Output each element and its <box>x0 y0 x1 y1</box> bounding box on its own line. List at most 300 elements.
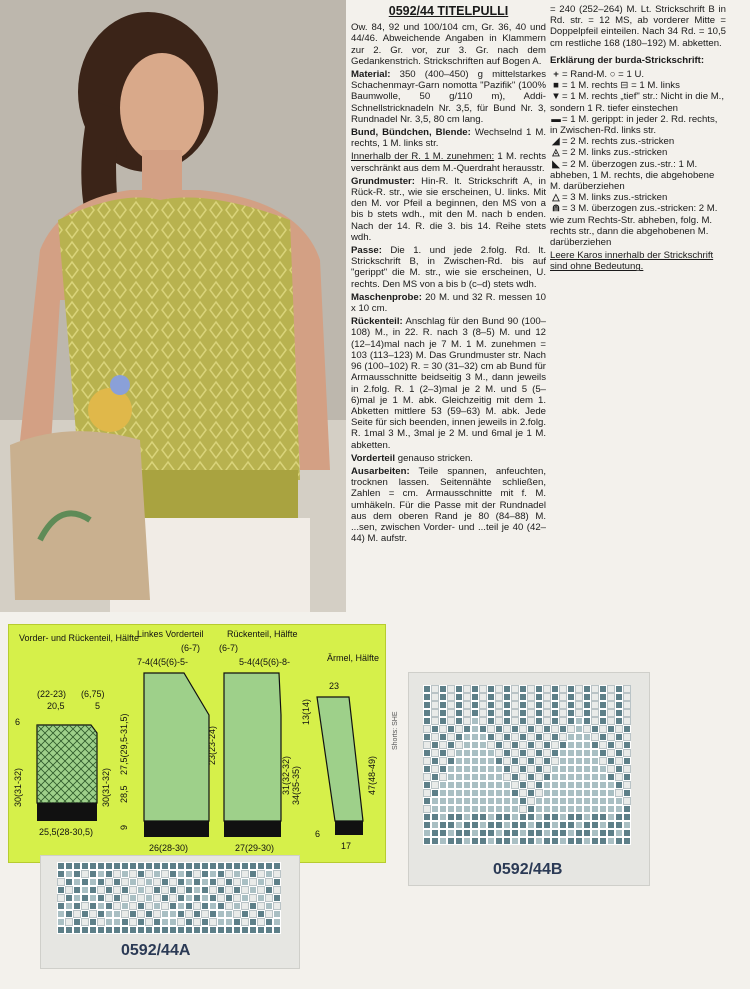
chart-cell <box>153 894 161 902</box>
chart-cell <box>463 693 471 701</box>
chart-cell <box>81 870 89 878</box>
chart-cell <box>519 773 527 781</box>
chart-cell <box>583 765 591 773</box>
chart-cell <box>583 733 591 741</box>
grundmuster-label: Grundmuster: <box>351 175 415 187</box>
chart-cell <box>423 701 431 709</box>
chart-cell <box>511 773 519 781</box>
chart-cell <box>265 926 273 934</box>
chart-cell <box>177 878 185 886</box>
chart-cell <box>81 894 89 902</box>
chart-cell <box>439 725 447 733</box>
chart-cell <box>495 725 503 733</box>
chart-cell <box>599 805 607 813</box>
material-label: Material: <box>351 69 391 81</box>
vorderteil-text: genauso stricken. <box>397 452 473 464</box>
chart-cell <box>439 829 447 837</box>
chart-cell <box>129 910 137 918</box>
chart-cell <box>161 862 169 870</box>
chart-cell <box>57 918 65 926</box>
chart-cell <box>479 813 487 821</box>
chart-cell <box>591 693 599 701</box>
chart-cell <box>57 926 65 934</box>
chart-cell <box>527 837 535 845</box>
chart-cell <box>583 749 591 757</box>
chart-cell <box>129 886 137 894</box>
chart-cell <box>89 926 97 934</box>
chart-cell <box>153 878 161 886</box>
chart-cell <box>559 829 567 837</box>
chart-cell <box>527 821 535 829</box>
chart-cell <box>519 781 527 789</box>
chart-cell <box>575 717 583 725</box>
chart-cell <box>543 725 551 733</box>
chart-cell <box>241 886 249 894</box>
chart-cell <box>535 701 543 709</box>
chart-cell <box>519 741 527 749</box>
chart-cell <box>479 749 487 757</box>
chart-cell <box>423 797 431 805</box>
chart-cell <box>495 733 503 741</box>
chart-cell <box>567 821 575 829</box>
chart-cell <box>81 902 89 910</box>
chart-cell <box>153 862 161 870</box>
chart-cell <box>121 918 129 926</box>
chart-cell <box>209 870 217 878</box>
grundmuster-paragraph <box>351 176 546 243</box>
chart-cell <box>567 741 575 749</box>
chart-cell <box>463 773 471 781</box>
chart-cell <box>249 870 257 878</box>
chart-cell <box>551 829 559 837</box>
chart-cell <box>423 693 431 701</box>
chart-cell <box>487 765 495 773</box>
chart-cell <box>615 821 623 829</box>
chart-cell <box>423 685 431 693</box>
chart-cell <box>129 862 137 870</box>
chart-cell <box>479 701 487 709</box>
chart-cell <box>511 685 519 693</box>
chart-cell <box>113 870 121 878</box>
m-6-7a: (6-7) <box>181 643 201 653</box>
chart-cell <box>169 894 177 902</box>
chart-cell <box>623 829 631 837</box>
chart-cell <box>607 837 615 845</box>
chart-cell <box>471 717 479 725</box>
chart-cell <box>57 894 65 902</box>
chart-cell <box>527 725 535 733</box>
chart-cell <box>535 829 543 837</box>
chart-cell <box>591 829 599 837</box>
chart-cell <box>623 725 631 733</box>
chart-cell <box>431 829 439 837</box>
chart-cell <box>105 918 113 926</box>
chart-cell <box>527 829 535 837</box>
chart-cell <box>153 870 161 878</box>
chart-cell <box>479 757 487 765</box>
chart-cell <box>543 789 551 797</box>
chart-cell <box>495 813 503 821</box>
chart-cell <box>129 918 137 926</box>
chart-cell <box>535 765 543 773</box>
chart-cell <box>495 765 503 773</box>
chart-cell <box>543 829 551 837</box>
chart-cell <box>447 717 455 725</box>
chart-cell <box>559 733 567 741</box>
chart-cell <box>57 862 65 870</box>
chart-cell <box>551 741 559 749</box>
chart-cell <box>105 870 113 878</box>
chart-cell <box>273 894 281 902</box>
chart-cell <box>615 829 623 837</box>
chart-cell <box>487 837 495 845</box>
chart-cell <box>495 749 503 757</box>
chart-cell <box>567 797 575 805</box>
chart-cell <box>591 749 599 757</box>
chart-cell <box>495 717 503 725</box>
chart-cell <box>559 709 567 717</box>
chart-cell <box>121 886 129 894</box>
chart-cell <box>599 741 607 749</box>
legend-item <box>550 114 726 136</box>
chart-cell <box>575 797 583 805</box>
chart-cell <box>241 878 249 886</box>
legend-item <box>550 69 726 80</box>
chart-cell <box>65 878 73 886</box>
chart-cell <box>591 741 599 749</box>
chart-cell <box>487 789 495 797</box>
chart-cell <box>527 789 535 797</box>
chart-cell <box>249 918 257 926</box>
chart-cell <box>105 886 113 894</box>
chart-cell <box>113 902 121 910</box>
chart-cell <box>209 926 217 934</box>
chart-cell <box>225 902 233 910</box>
chart-cell <box>471 725 479 733</box>
chart-cell <box>615 685 623 693</box>
chart-cell <box>527 741 535 749</box>
chart-cell <box>575 741 583 749</box>
chart-cell <box>495 741 503 749</box>
chart-cell <box>623 757 631 765</box>
chart-cell <box>431 717 439 725</box>
chart-cell <box>97 918 105 926</box>
chart-cell <box>455 829 463 837</box>
chart-cell <box>137 870 145 878</box>
chart-cell <box>185 910 193 918</box>
chart-cell <box>161 902 169 910</box>
legend-text: = 2 M. überzogen zus.-str.: 1 M. abheben, 1 M. rechts, die abgehobene M. darüberziehen <box>550 158 715 193</box>
chart-cell <box>583 805 591 813</box>
chart-cell <box>89 886 97 894</box>
chart-cell <box>471 765 479 773</box>
chart-cell <box>623 797 631 805</box>
chart-cell <box>273 902 281 910</box>
chart-cell <box>503 733 511 741</box>
chart-cell <box>543 717 551 725</box>
chart-cell <box>591 837 599 845</box>
chart-cell <box>217 926 225 934</box>
chart-cell <box>559 685 567 693</box>
chart-cell <box>615 805 623 813</box>
chart-cell <box>607 685 615 693</box>
chart-cell <box>225 910 233 918</box>
chart-cell <box>607 757 615 765</box>
chart-cell <box>193 870 201 878</box>
chart-cell <box>535 813 543 821</box>
chart-cell <box>591 765 599 773</box>
chart-cell <box>559 789 567 797</box>
chart-cell <box>241 918 249 926</box>
chart-cell <box>503 829 511 837</box>
chart-cell <box>145 902 153 910</box>
chart-cell <box>121 870 129 878</box>
chart-cell <box>201 862 209 870</box>
chart-cell <box>479 765 487 773</box>
chart-cell <box>575 757 583 765</box>
chart-cell <box>81 878 89 886</box>
chart-cell <box>527 685 535 693</box>
chart-cell <box>129 926 137 934</box>
chart-cell <box>241 926 249 934</box>
chart-cell <box>591 789 599 797</box>
chart-cell <box>591 701 599 709</box>
chart-cell <box>503 789 511 797</box>
chart-cell <box>265 918 273 926</box>
chart-cell <box>503 781 511 789</box>
chart-cell <box>471 813 479 821</box>
chart-cell <box>455 701 463 709</box>
chart-cell <box>551 693 559 701</box>
chart-cell <box>471 789 479 797</box>
chart-cell <box>575 701 583 709</box>
chart-cell <box>615 781 623 789</box>
chart-cell <box>615 693 623 701</box>
chart-cell <box>471 837 479 845</box>
chart-cell <box>137 910 145 918</box>
chart-cell <box>455 789 463 797</box>
chart-cell <box>105 862 113 870</box>
schematic-drawing <box>9 625 385 862</box>
grundmuster-text: Hin-R. lt. Strickschrift A, in Rück-R. str., wie sie erscheinen, U. links. Mit den M. vor Pfeil a beginnen, den MS von a bis b stets wdh., mit den M. nach b enden. Nach der 14. R. die 3. bis 14. Reihe stets wdh. <box>351 175 546 243</box>
chart-cell <box>217 902 225 910</box>
chart-cell <box>447 781 455 789</box>
chart-cell <box>177 870 185 878</box>
chart-cell <box>265 870 273 878</box>
chart-cell <box>487 805 495 813</box>
chart-cell <box>97 870 105 878</box>
chart-cell <box>161 870 169 878</box>
chart-cell <box>89 910 97 918</box>
passe-paragraph <box>351 245 546 290</box>
chart-cell <box>551 725 559 733</box>
chart-cell <box>535 837 543 845</box>
chart-cell <box>479 725 487 733</box>
chart-cell <box>575 781 583 789</box>
chart-cell <box>607 773 615 781</box>
chart-cell <box>511 789 519 797</box>
chart-cell <box>137 926 145 934</box>
chart-cell <box>599 757 607 765</box>
m-23-24: 23(23-24) <box>207 725 217 765</box>
chart-cell <box>503 709 511 717</box>
chart-cell <box>543 693 551 701</box>
chart-cell <box>447 741 455 749</box>
chart-cell <box>503 685 511 693</box>
chart-cell <box>615 741 623 749</box>
chart-cell <box>73 926 81 934</box>
m-23: 23 <box>329 681 340 691</box>
chart-cell <box>73 870 81 878</box>
chart-cell <box>559 805 567 813</box>
chart-b-grid <box>423 685 631 845</box>
chart-cell <box>591 773 599 781</box>
legend-symbol: ■ <box>553 80 559 92</box>
chart-cell <box>551 717 559 725</box>
chart-cell <box>615 765 623 773</box>
chart-cell <box>97 886 105 894</box>
chart-cell <box>145 878 153 886</box>
chart-cell <box>431 837 439 845</box>
chart-cell <box>233 910 241 918</box>
chart-cell <box>575 709 583 717</box>
legend-item <box>550 147 726 158</box>
chart-cell <box>527 717 535 725</box>
m-6b: 6 <box>315 829 321 839</box>
chart-cell <box>121 878 129 886</box>
chart-cell <box>615 701 623 709</box>
chart-cell <box>73 910 81 918</box>
chart-cell <box>615 749 623 757</box>
chart-cell <box>423 829 431 837</box>
chart-cell <box>591 813 599 821</box>
chart-cell <box>583 813 591 821</box>
chart-cell <box>607 821 615 829</box>
chart-cell <box>583 709 591 717</box>
chart-cell <box>209 918 217 926</box>
chart-cell <box>455 749 463 757</box>
chart-cell <box>455 741 463 749</box>
rueckenteil-label: Rückenteil: <box>351 316 403 328</box>
chart-cell <box>527 701 535 709</box>
chart-cell <box>567 765 575 773</box>
chart-cell <box>105 926 113 934</box>
chart-cell <box>527 773 535 781</box>
chart-cell <box>225 886 233 894</box>
chart-cell <box>567 685 575 693</box>
m-5: 5 <box>95 701 101 711</box>
m-31-32: 31(32-32) <box>281 755 291 795</box>
legend-list <box>550 69 726 248</box>
chart-cell <box>479 733 487 741</box>
chart-cell <box>265 862 273 870</box>
chart-cell <box>423 733 431 741</box>
chart-cell <box>623 805 631 813</box>
chart-cell <box>551 805 559 813</box>
chart-cell <box>551 709 559 717</box>
chart-cell <box>487 757 495 765</box>
chart-cell <box>65 870 73 878</box>
chart-cell <box>463 717 471 725</box>
chart-cell <box>599 773 607 781</box>
chart-cell <box>129 902 137 910</box>
chart-cell <box>567 757 575 765</box>
chart-cell <box>527 781 535 789</box>
chart-cell <box>511 805 519 813</box>
chart-cell <box>431 741 439 749</box>
chart-cell <box>455 805 463 813</box>
chart-cell <box>495 773 503 781</box>
chart-cell <box>559 781 567 789</box>
chart-cell <box>153 926 161 934</box>
chart-cell <box>249 926 257 934</box>
chart-cell <box>567 709 575 717</box>
chart-cell <box>503 757 511 765</box>
chart-cell <box>583 757 591 765</box>
chart-cell <box>607 781 615 789</box>
legend-note: Leere Karos innerhalb der Strickschrift sind ohne Bedeutung. <box>550 250 714 273</box>
chart-cell <box>543 821 551 829</box>
chart-cell <box>81 926 89 934</box>
chart-cell <box>463 821 471 829</box>
chart-cell <box>137 862 145 870</box>
chart-cell <box>273 910 281 918</box>
chart-cell <box>479 693 487 701</box>
chart-cell <box>607 741 615 749</box>
chart-cell <box>567 805 575 813</box>
chart-cell <box>439 749 447 757</box>
legend-text: = 1 M. rechts ⊟ = 1 M. links <box>562 80 680 92</box>
chart-cell <box>567 733 575 741</box>
chart-cell <box>503 837 511 845</box>
chart-cell <box>503 725 511 733</box>
chart-cell <box>559 749 567 757</box>
chart-cell <box>559 725 567 733</box>
chart-cell <box>463 741 471 749</box>
chart-cell <box>233 862 241 870</box>
chart-cell <box>487 821 495 829</box>
chart-cell <box>519 821 527 829</box>
chart-cell <box>559 821 567 829</box>
chart-cell <box>423 773 431 781</box>
chart-cell <box>161 926 169 934</box>
chart-cell <box>145 886 153 894</box>
chart-cell <box>185 878 193 886</box>
chart-cell <box>487 725 495 733</box>
chart-cell <box>607 789 615 797</box>
chart-cell <box>265 878 273 886</box>
chart-cell <box>623 693 631 701</box>
chart-cell <box>567 701 575 709</box>
zunehmen-text: 1 M. rechts verschränkt aus dem M.-Querdraht herausstr. <box>351 151 546 174</box>
chart-cell <box>479 717 487 725</box>
chart-cell <box>423 765 431 773</box>
chart-cell <box>511 781 519 789</box>
chart-cell <box>185 862 193 870</box>
chart-cell <box>439 717 447 725</box>
chart-cell <box>431 757 439 765</box>
chart-cell <box>463 789 471 797</box>
chart-cell <box>233 878 241 886</box>
chart-cell <box>511 749 519 757</box>
chart-cell <box>551 781 559 789</box>
chart-cell <box>567 837 575 845</box>
chart-cell <box>615 717 623 725</box>
chart-cell <box>535 693 543 701</box>
chart-cell <box>479 821 487 829</box>
chart-cell <box>447 701 455 709</box>
chart-cell <box>511 733 519 741</box>
